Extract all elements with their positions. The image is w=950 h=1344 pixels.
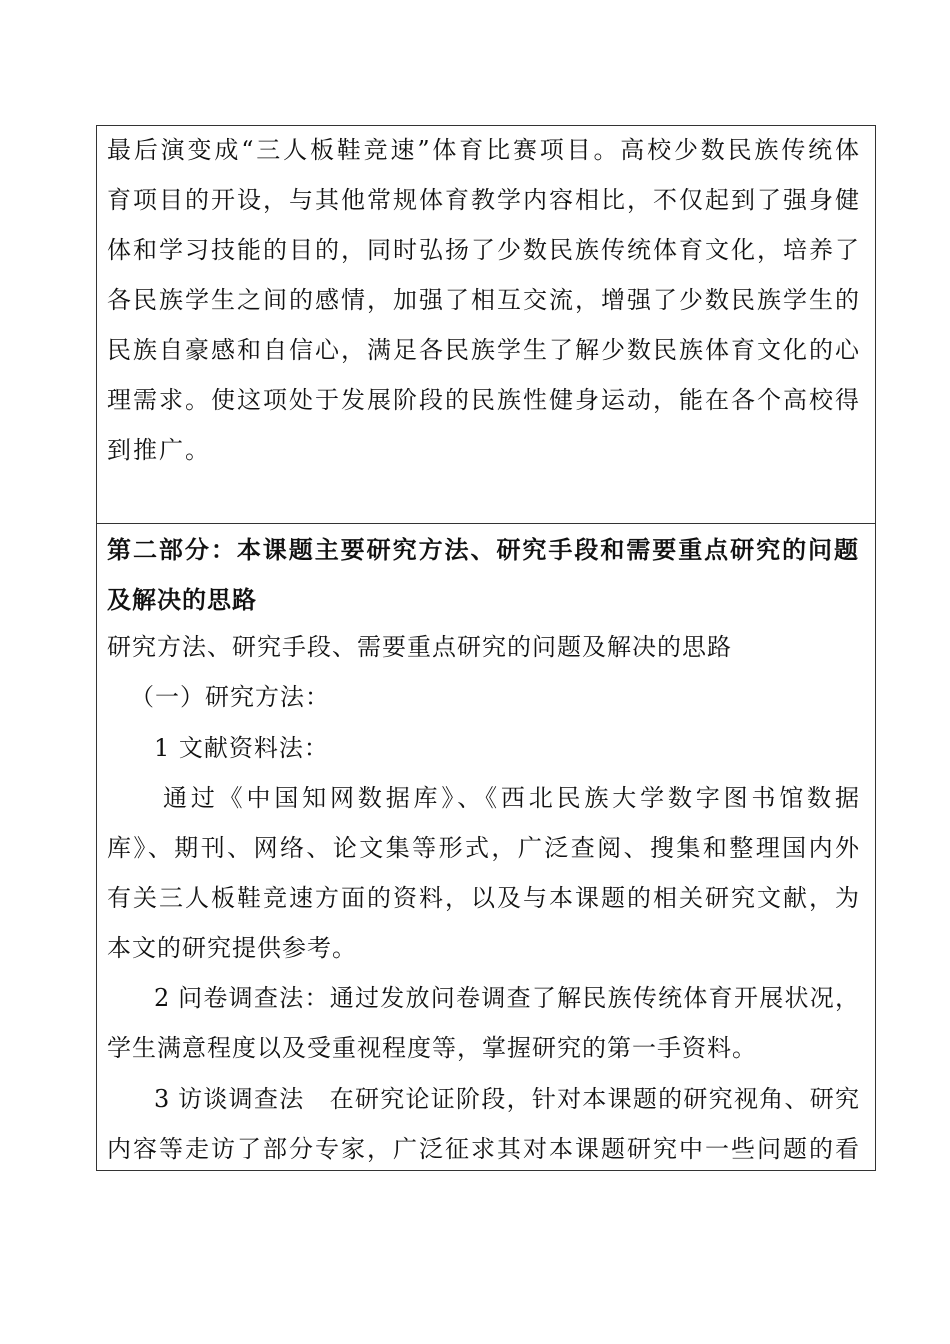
paragraph-line: 到推广。 (107, 436, 211, 464)
method-item-title: 1 文献资料法： (154, 734, 329, 762)
paragraph-line: 体和学习技能的目的，同时弘扬了少数民族传统体育文化，培养了 (107, 236, 859, 264)
table-cell-part-one-continuation (97, 126, 875, 524)
paragraph-line: 本文的研究提供参考。 (107, 934, 357, 962)
paragraph-line: 有关三人板鞋竞速方面的资料，以及与本课题的相关研究文献，为 (107, 884, 859, 912)
paragraph-line: 库》、期刊、网络、论文集等形式，广泛查阅、搜集和整理国内外 (107, 834, 859, 862)
document-table (96, 125, 876, 1171)
paragraph-line: 各民族学生之间的感情，加强了相互交流，增强了少数民族学生的 (107, 286, 859, 314)
paragraph-line: 3 访谈调查法 在研究论证阶段，针对本课题的研究视角、研究 (154, 1085, 859, 1113)
section-heading-continued: 及解决的思路 (107, 585, 257, 614)
method-heading: （一）研究方法： (130, 683, 330, 711)
paragraph-line: 2 问卷调查法：通过发放问卷调查了解民族传统体育开展状况， (154, 984, 859, 1012)
paragraph-line: 学生满意程度以及受重视程度等，掌握研究的第一手资料。 (107, 1034, 757, 1062)
paragraph-line: 理需求。使这项处于发展阶段的民族性健身运动，能在各个高校得 (107, 386, 859, 414)
section-heading: 第二部分：本课题主要研究方法、研究手段和需要重点研究的问题 (107, 535, 859, 564)
table-cell-part-two (97, 524, 875, 1170)
section-subtitle: 研究方法、研究手段、需要重点研究的问题及解决的思路 (107, 633, 732, 661)
paragraph-line: 内容等走访了部分专家，广泛征求其对本课题研究中一些问题的看 (107, 1135, 859, 1163)
paragraph-line: 育项目的开设，与其他常规体育教学内容相比，不仅起到了强身健 (107, 186, 859, 214)
paragraph-line: 民族自豪感和自信心，满足各民族学生了解少数民族体育文化的心 (107, 336, 859, 364)
paragraph-line: 最后演变成“三人板鞋竞速”体育比赛项目。高校少数民族传统体 (107, 136, 859, 164)
paragraph-line: 通过《中国知网数据库》、《西北民族大学数字图书馆数据 (163, 784, 859, 812)
